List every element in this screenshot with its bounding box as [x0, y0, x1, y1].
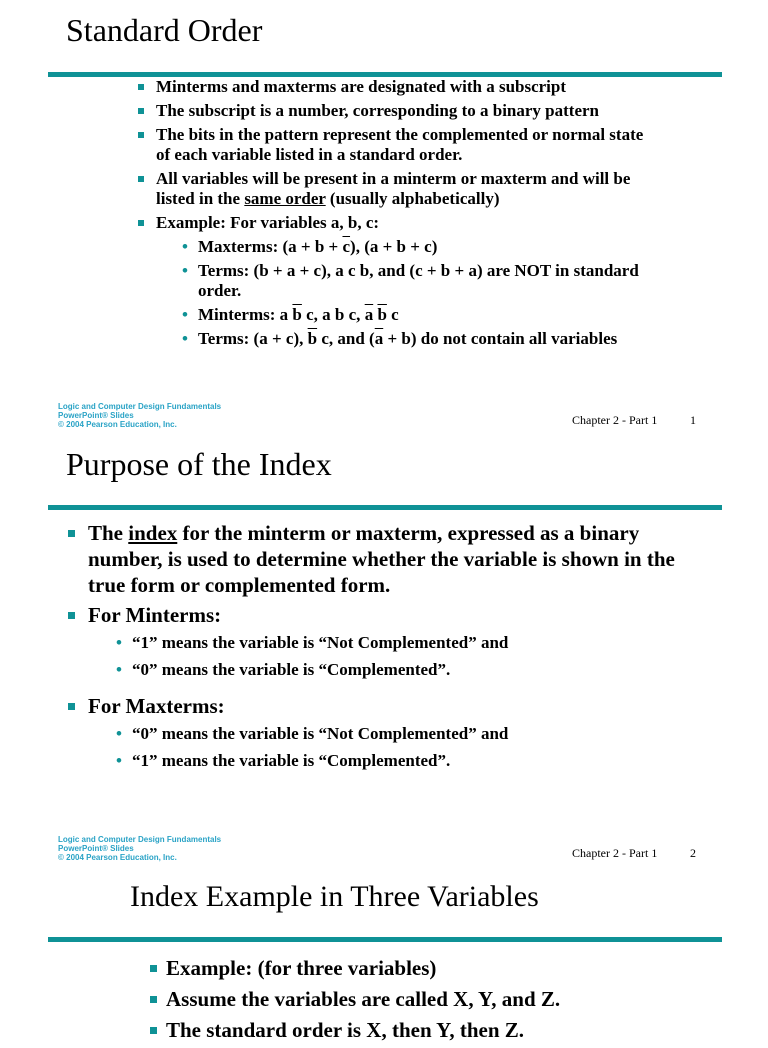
square-bullet-icon: [150, 965, 157, 972]
round-bullet-icon: •: [116, 633, 122, 652]
list-item: • “0” means the variable is “Not Complemented” and: [116, 724, 509, 743]
slide1-bullet-5: Example: For variables a, b, c: • Maxterms: $(a + b + \overline{c})$, (a + b + c) • Terms: (b + a + c), a c b, and (c + b + a) are NOT in standard order. • Minterms: a $\overline{b}$ c, a b c, $\overline{a}$ $\overline{b}$ c • Terms: (a + c), $\overline{b}$ c, and $(\overline{a} + b)$ do not contain all variables: [138, 213, 658, 349]
slide1-bullet-1: Minterms and maxterms are designated with a subscript: [138, 77, 658, 97]
slide3-bullet-2: Assume the variables are called X, Y, and Z.: [150, 986, 710, 1012]
slide3-bullet-1: Example: (for three variables): [150, 955, 710, 981]
slide2-minterms-sub-list: [88, 632, 708, 681]
square-bullet-icon: [150, 996, 157, 1003]
round-bullet-icon: •: [116, 724, 122, 743]
slide2-title: Purpose of the Index: [66, 446, 332, 482]
square-bullet-icon: [138, 132, 144, 138]
square-bullet-icon: [150, 1027, 157, 1034]
square-bullet-icon: [138, 220, 144, 226]
square-bullet-icon: [138, 84, 144, 90]
slide1-page-number: 1: [690, 413, 696, 427]
round-bullet-icon: •: [182, 261, 188, 280]
slide1-title: Standard Order: [66, 12, 263, 48]
round-bullet-icon: •: [116, 751, 122, 770]
round-bullet-icon: •: [116, 660, 122, 679]
slide2-page-number: 2: [690, 846, 696, 860]
slide1-sub-terms-1: • Terms: (b + a + c), a c b, and (c + b + a) are NOT in standard order.: [182, 261, 639, 300]
square-bullet-icon: [68, 612, 75, 619]
slide1-bullet-4: All variables will be present in a minterm or maxterm and will be listed in the same order (usually alphabetically): [138, 169, 658, 209]
round-bullet-icon: •: [182, 305, 188, 324]
list-item: • “1” means the variable is “Not Complemented” and: [116, 633, 509, 652]
slide1-sub-terms-2: • Terms: (a + c), $\overline{b}$ c, and $(\overline{a} + b)$ do not contain all variables: [182, 329, 618, 348]
square-bullet-icon: [138, 176, 144, 182]
slide2-bullet-minterms: For Minterms: • “1” means the variable is “Not Complemented” and • “0” means the variable is “Complemented”.: [68, 602, 708, 681]
square-bullet-icon: [68, 703, 75, 710]
square-bullet-icon: [138, 108, 144, 114]
slide1-bullet-2: The subscript is a number, corresponding to a binary pattern: [138, 101, 658, 121]
list-item: • “1” means the variable is “Complemented”.: [116, 751, 451, 770]
round-bullet-icon: •: [182, 329, 188, 348]
slide2-bullet-index: The index for the minterm or maxterm, expressed as a binary number, is used to determine whether the variable is shown in the true form or complemented form.: [68, 520, 708, 598]
slide2-bullet-list: [68, 520, 708, 784]
slide1-bullet-3: The bits in the pattern represent the complemented or normal state of each variable listed in a standard order.: [138, 125, 658, 165]
slide1-sub-maxterms: • Maxterms: $(a + b + \overline{c})$, (a + b + c): [182, 237, 438, 256]
slide2-title-rule: [48, 505, 722, 510]
slide1-sub-minterms: • Minterms: a $\overline{b}$ c, a b c, $\overline{a}$ $\overline{b}$ c: [182, 305, 399, 324]
slide3-title: Index Example in Three Variables: [130, 880, 539, 913]
underlined-text: index: [128, 521, 178, 545]
slide1-bullet-list: [138, 77, 658, 353]
slide1-publisher-logo: Logic and Computer Design Fundamentals PowerPoint® Slides © 2004 Pearson Education, Inc.: [58, 402, 222, 429]
slide2-publisher-logo: Logic and Computer Design Fundamentals PowerPoint® Slides © 2004 Pearson Education, Inc.: [58, 835, 222, 862]
list-item: • “0” means the variable is “Complemented”.: [116, 660, 451, 679]
square-bullet-icon: [68, 530, 75, 537]
slide3-bullet-3: The standard order is X, then Y, then Z.: [150, 1017, 710, 1043]
slide3-bullet-list: [150, 955, 710, 1048]
slide2-chapter-label: Chapter 2 - Part 1: [572, 846, 658, 860]
slide2-maxterms-sub-list: [88, 723, 708, 772]
slide2-bullet-maxterms: For Maxterms: • “0” means the variable is “Not Complemented” and • “1” means the variable is “Complemented”.: [68, 693, 708, 772]
slide3-title-rule: [48, 937, 722, 942]
slide1-sub-list: [156, 237, 658, 349]
underlined-text: same order: [244, 189, 326, 208]
round-bullet-icon: •: [182, 237, 188, 256]
slide1-chapter-label: Chapter 2 - Part 1: [572, 413, 658, 427]
